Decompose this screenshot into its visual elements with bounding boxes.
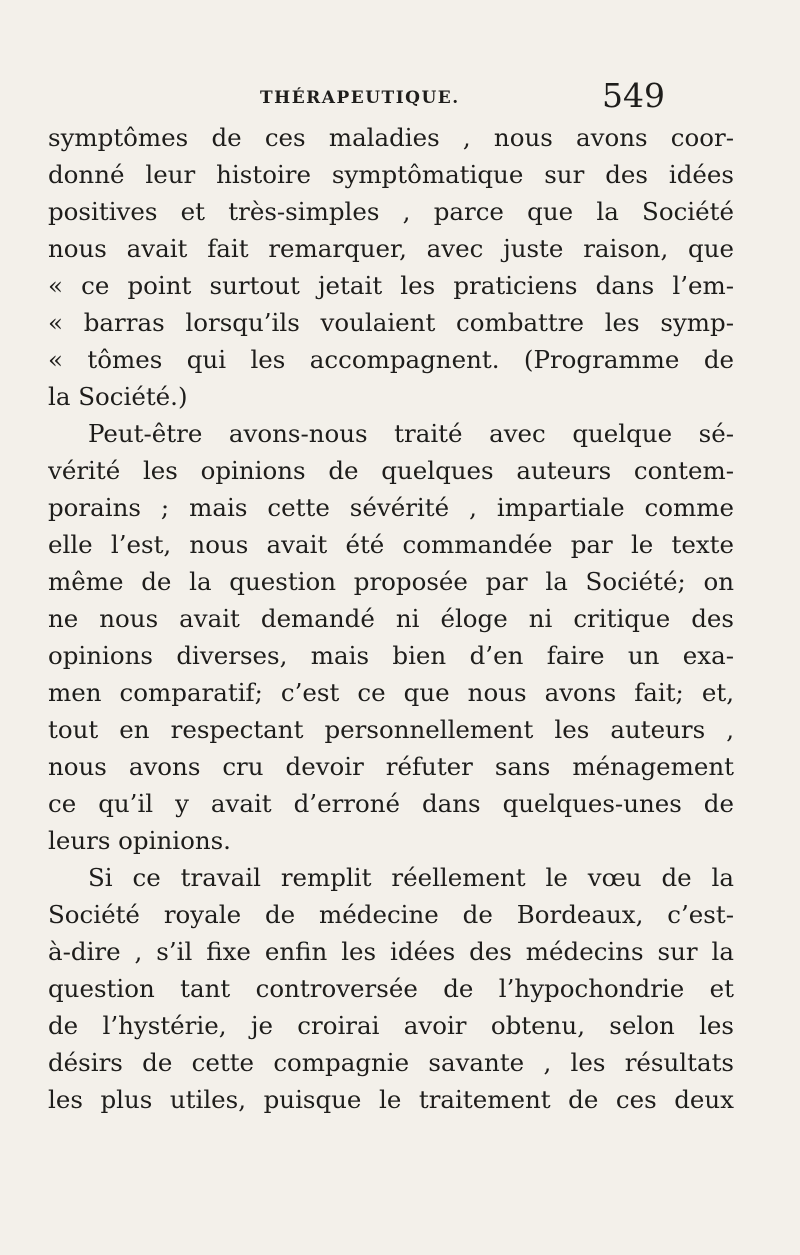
text-line: Peut-être avons-nous traité avec quelque sé- (88, 419, 734, 448)
text-line: la Société.) (48, 382, 188, 411)
text-line: les plus utiles, puisque le traitement de ces deux (48, 1085, 734, 1114)
text-line: elle l’est, nous avait été commandée par le texte (48, 530, 734, 559)
text-line: tout en respectant personnellement les auteurs , (48, 715, 734, 744)
text-line: ne nous avait demandé ni éloge ni critique des (48, 604, 734, 633)
running-title: THÉRAPEUTIQUE. (260, 88, 460, 108)
page-number: 549 (602, 76, 665, 115)
text-line: opinions diverses, mais bien d’en faire un exa- (48, 641, 734, 670)
text-line: nous avait fait remarquer, avec juste raison, que (48, 234, 734, 263)
text-line: « ce point surtout jetait les praticiens dans l’em- (48, 271, 734, 300)
text-line: à-dire , s’il fixe enfin les idées des médecins sur la (48, 937, 734, 966)
text-line: leurs opinions. (48, 826, 231, 855)
text-line: nous avons cru devoir réfuter sans ménagement (48, 752, 734, 781)
text-line: ce qu’il y avait d’erroné dans quelques-unes de (48, 789, 734, 818)
text-line: Société royale de médecine de Bordeaux, c’est- (48, 900, 734, 929)
running-head (0, 74, 800, 114)
text-line: vérité les opinions de quelques auteurs contem- (48, 456, 734, 485)
text-line: « tômes qui les accompagnent. (Programme de (48, 345, 734, 374)
text-line: même de la question proposée par la Société; on (48, 567, 734, 596)
text-line: de l’hystérie, je croirai avoir obtenu, selon les (48, 1011, 734, 1040)
text-line: porains ; mais cette sévérité , impartiale comme (48, 493, 734, 522)
text-line: question tant controversée de l’hypochondrie et (48, 974, 734, 1003)
text-line: Si ce travail remplit réellement le vœu de la (88, 863, 734, 892)
text-line: « barras lorsqu’ils voulaient combattre les symp- (48, 308, 734, 337)
text-line: désirs de cette compagnie savante , les résultats (48, 1048, 734, 1077)
text-line: donné leur histoire symptômatique sur des idées (48, 160, 734, 189)
text-line: men comparatif; c’est ce que nous avons fait; et, (48, 678, 734, 707)
text-line: symptômes de ces maladies , nous avons coor- (48, 123, 734, 152)
text-line: positives et très-simples , parce que la Société (48, 197, 734, 226)
